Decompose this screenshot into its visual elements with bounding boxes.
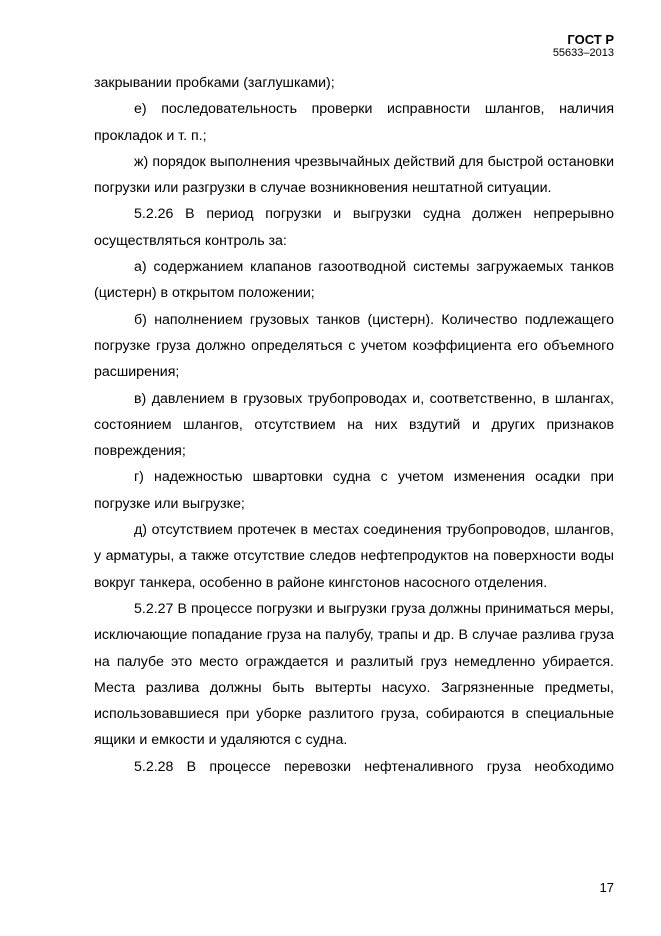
standard-name: ГОСТ Р — [567, 32, 614, 47]
list-item-v: в) давлением в грузовых трубопроводах и, соответственно, в шлангах, состоянием шлангов, отсутствием на них вздутий и других признаков повреждения; — [94, 390, 614, 460]
page-number: 17 — [599, 880, 614, 895]
standard-number: 55633–2013 — [552, 47, 614, 59]
clause-5-2-28: 5.2.28 В процессе перевозки нефтеналивного груза необходимо — [134, 758, 614, 775]
list-item-b: б) наполнением грузовых танков (цистерн). Количество подлежащего погрузке груза должно определяться с учетом коэффициента его объемного расширения; — [94, 311, 614, 381]
clause-5-2-26: 5.2.26 В период погрузки и выгрузки судна должен непрерывно осуществляться контроль за: — [94, 206, 614, 249]
list-item-d: д) отсутствием протечек в местах соединения трубопроводов, шлангов, у арматуры, а также отсутствие следов нефтепродуктов на поверхности воды вокруг танкера, особенно в районе кингстонов насосного отделения. — [94, 522, 614, 591]
document-header — [553, 32, 614, 60]
clause-5-2-27: 5.2.27 В процессе погрузки и выгрузки груза должны приниматься меры, исключающие попадание груза на палубу, трапы и др. В случае разлива груза на палубе это место ограждается и разлитый груз немедленно убирается. Места разлива должны быть вытерты насухо. Загрязненные предметы, использовавшиеся при уборке разлитого груза, собираются в специальные ящики и емкости и удаляются с судна. — [94, 600, 614, 749]
document-body — [94, 70, 614, 780]
list-item-g: г) надежностью швартовки судна с учетом изменения осадки при погрузке или выгрузке; — [94, 469, 614, 512]
list-item-e: е) последовательность проверки исправности шлангов, наличия прокладок и т. п.; — [94, 101, 614, 144]
paragraph-continuation: закрывании пробками (заглушками); — [94, 75, 335, 91]
list-item-zh: ж) порядок выполнения чрезвычайных действий для быстрой остановки погрузки или разгрузки в случае возникновения нештатной ситуации. — [94, 153, 614, 197]
list-item-a: а) содержанием клапанов газоотводной системы загружаемых танков (цистерн) в открытом положении; — [94, 259, 614, 302]
